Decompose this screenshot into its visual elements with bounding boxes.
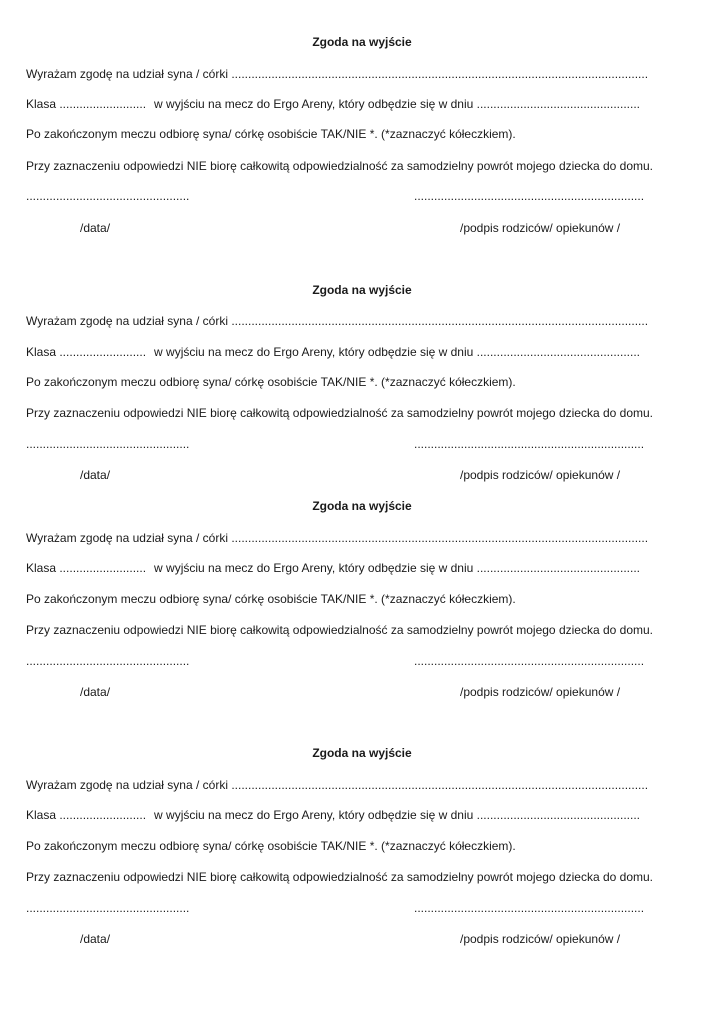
class-field: Klasa .......................... [26,345,147,359]
match-date-text: w wyjściu na mecz do Ergo Areny, który odbędzie się w dniu ................................................. [154,345,641,359]
signature-dots: ..................................................................... [414,189,645,203]
signature-dots: ..................................................................... [414,901,645,915]
consent-line: Wyrażam zgodę na udział syna / córki ............................................................................................................................. [26,778,649,792]
date-dots: ................................................. [26,901,190,915]
match-date-text: w wyjściu na mecz do Ergo Areny, który odbędzie się w dniu ................................................. [154,561,641,575]
date-caption: /data/ [80,221,111,235]
responsibility-line: Przy zaznaczeniu odpowiedzi NIE biorę całkowitą odpowiedzialność za samodzielny powrót mojego dziecka do domu. [26,870,653,884]
match-date-text: w wyjściu na mecz do Ergo Areny, który odbędzie się w dniu ................................................. [154,97,641,111]
pickup-line: Po zakończonym meczu odbiorę syna/ córkę osobiście TAK/NIE *. (*zaznaczyć kółeczkiem). [26,375,516,389]
date-dots: ................................................. [26,437,190,451]
class-line [26,344,640,360]
date-dots: ................................................. [26,654,190,668]
form-title: Zgoda na wyjście [312,746,412,760]
pickup-line: Po zakończonym meczu odbiorę syna/ córkę osobiście TAK/NIE *. (*zaznaczyć kółeczkiem). [26,127,516,141]
class-field: Klasa .......................... [26,561,147,575]
consent-form [0,745,724,955]
signature-caption: /podpis rodziców/ opiekunów / [460,468,621,482]
signature-caption: /podpis rodziców/ opiekunów / [460,221,621,235]
class-line [26,807,640,823]
responsibility-line: Przy zaznaczeniu odpowiedzi NIE biorę całkowitą odpowiedzialność za samodzielny powrót mojego dziecka do domu. [26,159,653,173]
signature-caption: /podpis rodziców/ opiekunów / [460,685,621,699]
responsibility-line: Przy zaznaczeniu odpowiedzi NIE biorę całkowitą odpowiedzialność za samodzielny powrót mojego dziecka do domu. [26,406,653,420]
form-title: Zgoda na wyjście [312,35,412,49]
match-date-text: w wyjściu na mecz do Ergo Areny, który odbędzie się w dniu ................................................. [154,808,641,822]
pickup-line: Po zakończonym meczu odbiorę syna/ córkę osobiście TAK/NIE *. (*zaznaczyć kółeczkiem). [26,592,516,606]
date-caption: /data/ [80,685,111,699]
consent-line: Wyrażam zgodę na udział syna / córki ............................................................................................................................. [26,314,649,328]
consent-form [0,498,724,708]
signature-dots: ..................................................................... [414,437,645,451]
class-field: Klasa .......................... [26,97,147,111]
class-line [26,96,640,112]
consent-form [0,282,724,492]
date-dots: ................................................. [26,189,190,203]
date-caption: /data/ [80,932,111,946]
signature-caption: /podpis rodziców/ opiekunów / [460,932,621,946]
responsibility-line: Przy zaznaczeniu odpowiedzi NIE biorę całkowitą odpowiedzialność za samodzielny powrót mojego dziecka do domu. [26,623,653,637]
form-title: Zgoda na wyjście [312,283,412,297]
class-line [26,560,640,576]
pickup-line: Po zakończonym meczu odbiorę syna/ córkę osobiście TAK/NIE *. (*zaznaczyć kółeczkiem). [26,839,516,853]
consent-form [0,34,724,244]
class-field: Klasa .......................... [26,808,147,822]
form-title: Zgoda na wyjście [312,499,412,513]
signature-dots: ..................................................................... [414,654,645,668]
consent-line: Wyrażam zgodę na udział syna / córki ............................................................................................................................. [26,531,649,545]
date-caption: /data/ [80,468,111,482]
consent-line: Wyrażam zgodę na udział syna / córki ............................................................................................................................. [26,67,649,81]
